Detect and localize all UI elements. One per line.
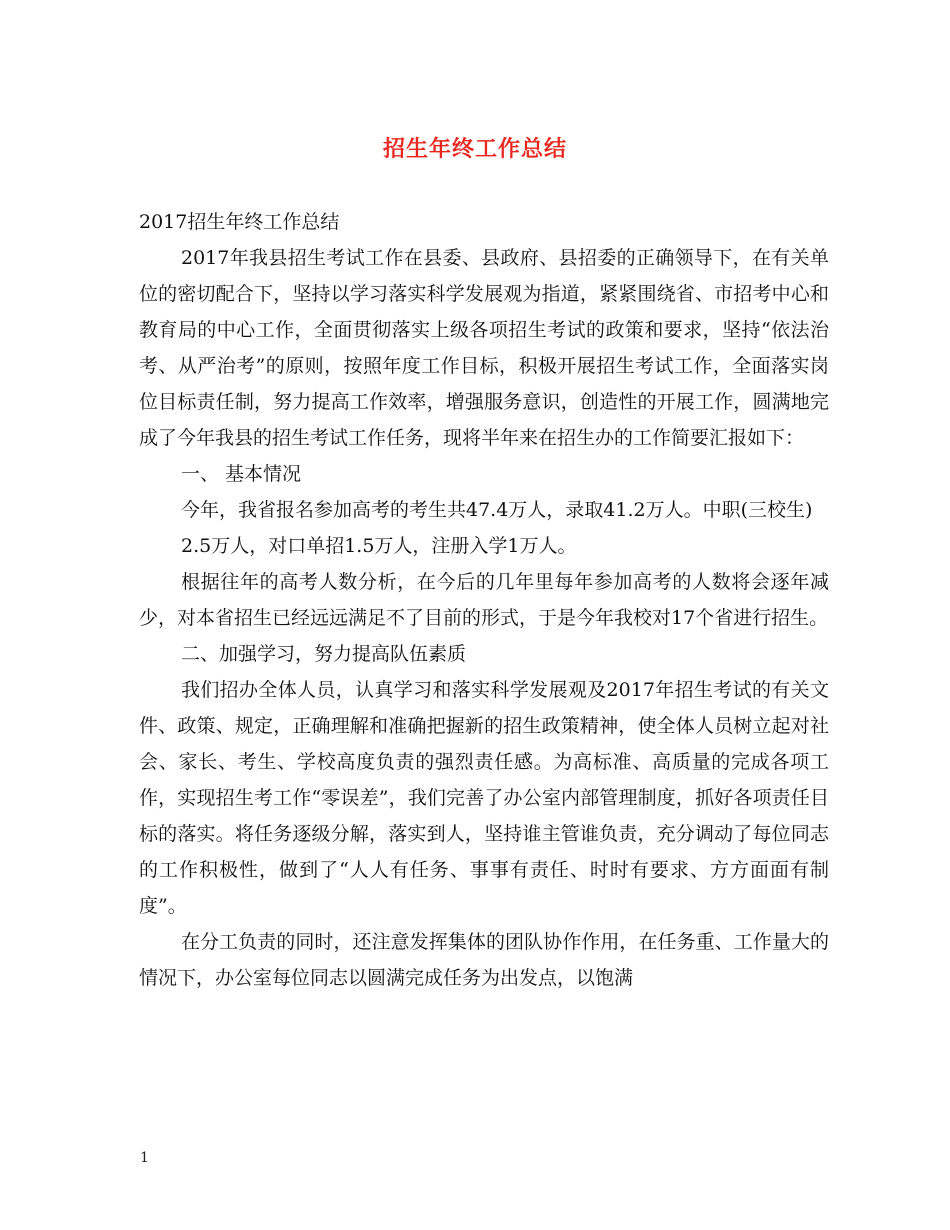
paragraph-intro: 2017年我县招生考试工作在县委、县政府、县招委的正确领导下，在有关单位的密切配合下，坚持以学习落实科学发展观为指道，紧紧围绕省、市招考中心和教育局的中心工作，全面贯彻落实上级各项招生考试的政策和要求，坚持“依法治考、从严治考”的原则，按照年度工作目标，积极开展招生考试工作，全面落实岗位目标责任制，努力提高工作效率，增强服务意识，创造性的开展工作，圆满地完成了今年我县的招生考试工作任务，现将半年来在招生办的工作简要汇报如下：	[139, 247, 829, 449]
page-number: 1	[140, 1150, 149, 1166]
paragraph-teamwork: 在分工负责的同时，还注意发挥集体的团队协作作用，在任务重、工作量大的情况下，办公室每位同志以圆满完成任务为出发点，以饱满	[139, 931, 829, 989]
paragraph-stats-continued: 2.5万人，对口单招1.5万人，注册入学1万人。	[181, 535, 577, 557]
section-heading-basic: 一、 基本情况	[181, 463, 302, 485]
section-heading-study: 二、加强学习，努力提高队伍素质	[181, 643, 467, 665]
document-title: 招生年终工作总结	[382, 137, 567, 162]
paragraph-subtitle: 2017招生年终工作总结	[139, 211, 340, 233]
paragraph-stats: 今年，我省报名参加高考的考生共47.4万人，录取41.2万人。中职(三校生)	[181, 499, 813, 521]
paragraph-study: 我们招办全体人员，认真学习和落实科学发展观及2017年招生考试的有关文件、政策、规定，正确理解和准确把握新的招生政策精神，使全体人员树立起对社会、家长、考生、学校高度负责的强烈责任感。为高标准、高质量的完成各项工作，实现招生考工作“零误差”，我们完善了办公室内部管理制度，抓好各项责任目标的落实。将任务逐级分解，落实到人，坚持谁主管谁负责，充分调动了每位同志的工作积极性，做到了“人人有任务、事事有责任、时时有要求、方方面面有制度”。	[139, 679, 829, 917]
document-body	[139, 204, 829, 996]
paragraph-analysis: 根据往年的高考人数分析，在今后的几年里每年参加高考的人数将会逐年减少，对本省招生已经远远满足不了目前的形式，于是今年我校对17个省进行招生。	[139, 571, 829, 629]
